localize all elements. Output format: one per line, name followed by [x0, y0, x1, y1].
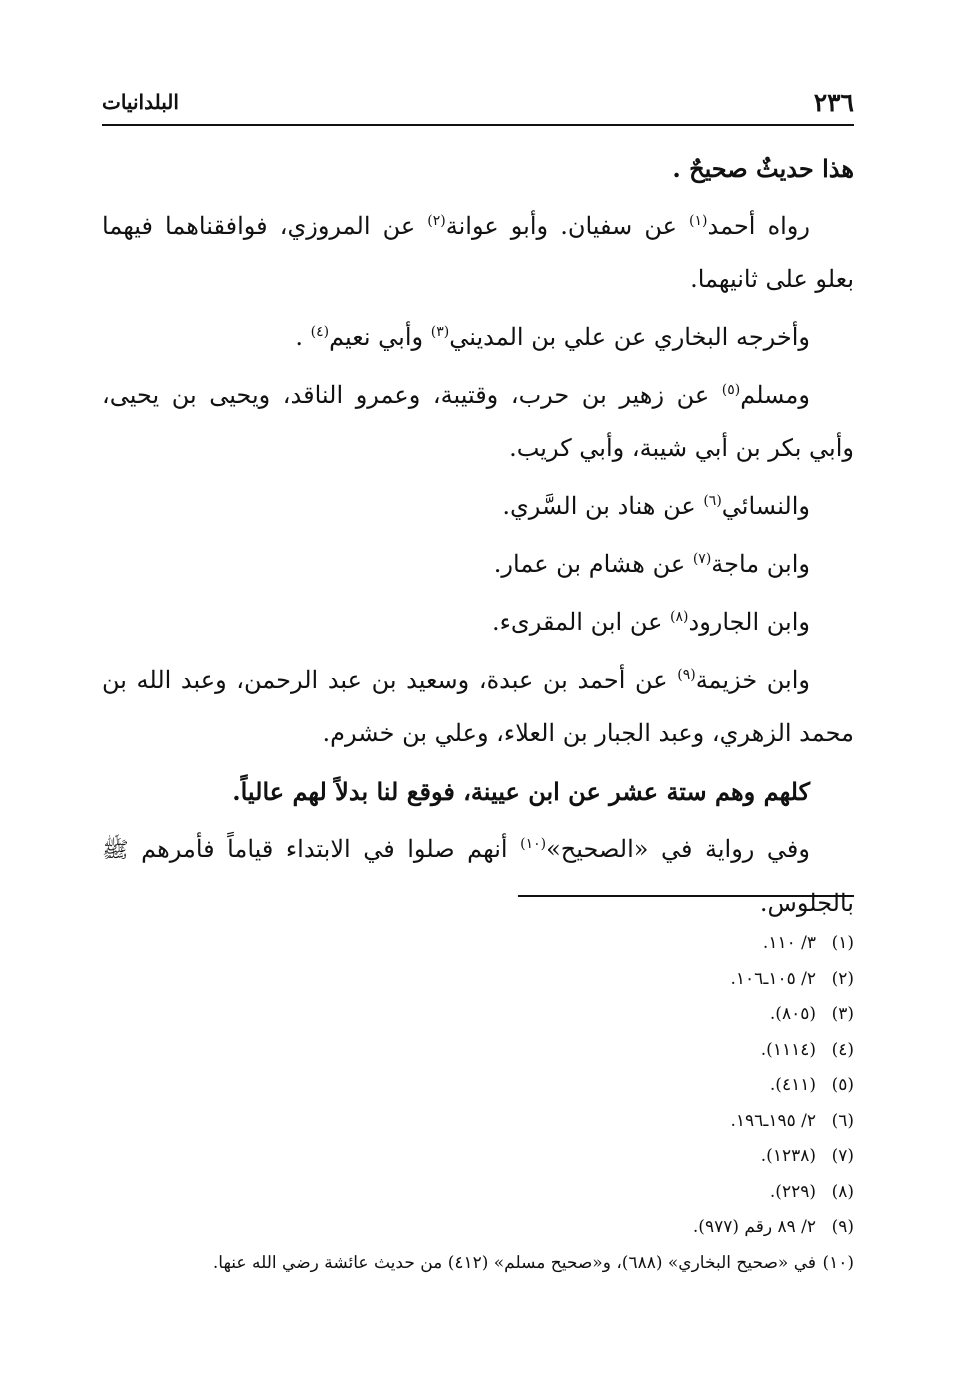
footnote-ref-8[interactable]: (٨) [670, 609, 689, 625]
paragraph-narration [102, 200, 854, 306]
text-run: ومسلم [740, 381, 810, 409]
footnote-number: (٥) [831, 1075, 854, 1095]
paragraph-bukhari [102, 311, 854, 364]
footnote-item [102, 1068, 854, 1104]
footnote-number: (١٠) [822, 1252, 854, 1273]
running-header [102, 84, 854, 126]
salawat-symbol: ﷺ [102, 838, 129, 863]
footnote-text: (٨٠٥). [769, 1004, 816, 1024]
text-run: وفي رواية في «الصحيح» [546, 835, 810, 863]
text-run: . [295, 323, 311, 351]
text-run: وابن الجارود [688, 608, 810, 636]
book-title: البلدانيات [102, 90, 179, 114]
footnote-number: (١) [831, 933, 854, 953]
footnote-text: ٢/ ١٠٥ـ١٠٦. [730, 968, 816, 989]
text-run: عن هشام بن عمار. [493, 550, 693, 578]
footnote-item [102, 1139, 854, 1175]
text-run: وأخرجه البخاري عن علي بن المديني [449, 323, 810, 351]
footnote-number: (٨) [831, 1181, 854, 1202]
paragraph-ibn-khuzaymah [102, 654, 854, 760]
paragraph-sahih-narration [102, 823, 854, 930]
footnote-item [102, 962, 854, 998]
text-run: وأبي نعيم [329, 323, 431, 351]
footnote-ref-4[interactable]: (٤) [310, 324, 330, 340]
footnote-item [102, 1210, 854, 1246]
paragraph-muslim [102, 369, 854, 475]
text-run: وابن خزيمة [695, 666, 810, 694]
footnote-number: (٣) [831, 1004, 854, 1024]
text-run: عن سفيان. وأبو عوانة [445, 212, 690, 240]
footnote-ref-10[interactable]: (١٠) [520, 836, 547, 852]
text-run: رواه أحمد [707, 212, 810, 240]
paragraph-hadith-grade: هذا حديثٌ صحيحٌ . [672, 154, 854, 183]
footnotes [102, 926, 854, 1281]
text-run: بالجلوس. [759, 889, 854, 917]
footnote-item [102, 1246, 854, 1282]
footnote-number: (٩) [831, 1217, 854, 1237]
footnote-text: ٢/ ٨٩ رقم (٩٧٧). [692, 1217, 816, 1237]
text-run: عن هناد بن السَّري. [502, 492, 704, 520]
footnote-text: في «صحيح البخاري» (٦٨٨)، و«صحيح مسلم» (٤١٢) من حديث عائشة رضي الله عنها. [212, 1252, 816, 1273]
footnote-item [102, 926, 854, 962]
footnote-text: (٢٢٩). [769, 1181, 816, 1202]
main-text [102, 142, 854, 935]
footnote-text: (١١١٤). [760, 1039, 816, 1060]
page-number: ٢٣٦ [813, 88, 854, 117]
text-run: أنهم صلوا في الابتداء قياماً فأمرهم [128, 835, 521, 863]
footnote-text: (١٢٣٨). [760, 1146, 816, 1166]
footnote-ref-6[interactable]: (٦) [703, 493, 722, 509]
text-run: عن ابن المقرىء. [492, 608, 671, 636]
footnote-ref-1[interactable]: (١) [689, 213, 708, 229]
footnote-separator [518, 895, 854, 897]
text-run: عن أحمد بن عبدة، وسعيد بن عبد الرحمن، وعبد الله بن محمد الزهري، وعبد الجبار بن العلاء، وعلي بن خشرم. [102, 666, 854, 747]
footnote-text: ٣/ ١١٠. [762, 933, 816, 953]
footnote-text: ٢/ ١٩٥ـ١٩٦. [730, 1110, 816, 1131]
paragraph-nasai [102, 480, 854, 533]
footnote-item [102, 997, 854, 1033]
footnote-ref-3[interactable]: (٣) [430, 324, 450, 340]
footnote-number: (٤) [831, 1039, 854, 1060]
text-run: عن زهير بن حرب، وقتيبة، وعمرو الناقد، ويحيى بن يحيى، وأبي بكر بن أبي شيبة، وأبي كريب. [102, 381, 854, 462]
paragraph-ibn-al-jarud [102, 596, 854, 649]
footnote-ref-9[interactable]: (٩) [677, 667, 696, 683]
footnote-number: (٦) [831, 1110, 854, 1131]
footnote-ref-2[interactable]: (٢) [427, 213, 446, 229]
footnote-text: (٤١١). [769, 1075, 816, 1095]
paragraph-ibn-majah [102, 538, 854, 591]
text-run: وابن ماجة [711, 550, 810, 578]
paragraph-summary: كلهم وهم ستة عشر عن ابن عيينة، فوقع لنا بدلاً لهم عالياً. [232, 777, 810, 806]
footnote-number: (٢) [831, 968, 854, 989]
footnote-ref-7[interactable]: (٧) [692, 551, 712, 567]
footnote-item [102, 1175, 854, 1211]
footnote-ref-5[interactable]: (٥) [721, 382, 741, 398]
footnote-number: (٧) [831, 1146, 854, 1166]
text-run: عن المروزي، فوافقناهما فيهما بعلو على ثانيهما. [102, 212, 854, 293]
footnote-item [102, 1033, 854, 1069]
text-run: والنسائي [721, 492, 810, 520]
footnote-item [102, 1104, 854, 1140]
